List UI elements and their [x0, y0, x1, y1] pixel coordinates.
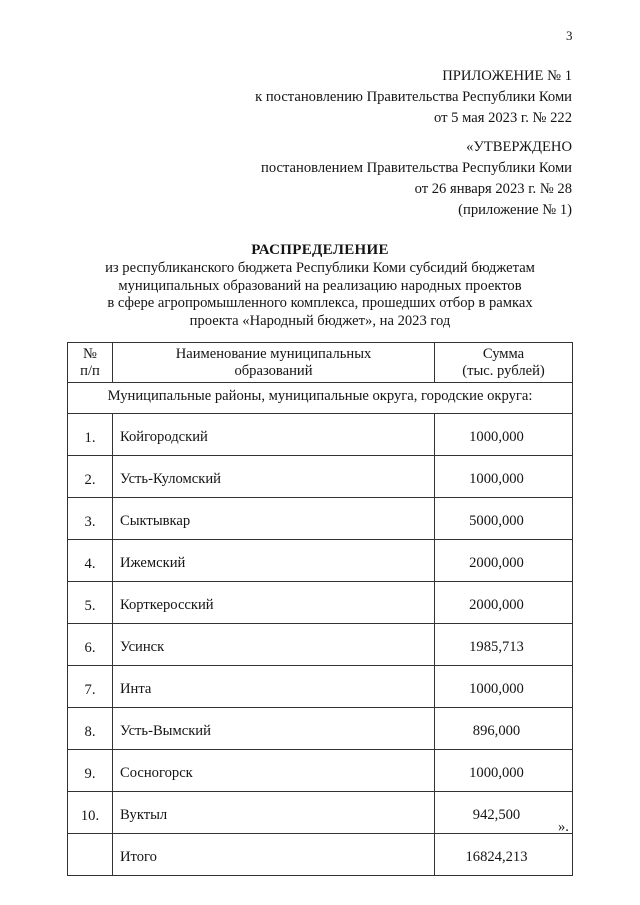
subtitle-line-4: проекта «Народный бюджет», на 2023 год — [189, 312, 451, 329]
table-row — [68, 414, 573, 456]
header-name-cell — [113, 343, 435, 383]
appendix-resolution: к постановлению Правительства Республики Коми — [255, 89, 572, 105]
document-title-block — [60, 240, 580, 330]
subtitle-line-2: муниципальных образований на реализацию народных проектов — [118, 277, 522, 294]
header-sum-cell — [435, 343, 573, 383]
row-municipality: Корткеросский — [113, 582, 435, 624]
table-row — [68, 624, 573, 666]
appendix-date: от 5 мая 2023 г. № 222 — [434, 110, 572, 126]
page-number: 3 — [566, 28, 573, 43]
header-num-cell — [68, 343, 113, 383]
table-header-row — [68, 343, 573, 383]
table-row — [68, 750, 573, 792]
table-row — [68, 456, 573, 498]
table-row — [68, 792, 573, 834]
approved-appendix-ref: (приложение № 1) — [458, 202, 572, 218]
header-num-line1: № — [83, 345, 97, 362]
row-num: 7. — [68, 666, 113, 708]
total-row — [68, 834, 573, 876]
row-num: 5. — [68, 582, 113, 624]
row-sum: 896,000 — [435, 708, 573, 750]
total-label: Итого — [113, 834, 435, 876]
row-municipality: Койгородский — [113, 414, 435, 456]
row-sum: 942,500 — [435, 792, 573, 834]
row-num: 2. — [68, 456, 113, 498]
row-num: 4. — [68, 540, 113, 582]
subtitle-line-3: в сфере агропромышленного комплекса, прошедших отбор в рамках — [107, 295, 533, 311]
header-num-line2: п/п — [80, 362, 100, 379]
total-sum: 16824,213 — [435, 834, 573, 876]
section-row — [68, 383, 573, 414]
row-sum: 1000,000 — [435, 666, 573, 708]
row-municipality: Сыктывкар — [113, 498, 435, 540]
row-sum: 5000,000 — [435, 498, 573, 540]
row-sum: 1000,000 — [435, 456, 573, 498]
distribution-table — [67, 342, 573, 876]
table-row — [68, 582, 573, 624]
document-title: РАСПРЕДЕЛЕНИЕ — [251, 242, 389, 258]
table-row — [68, 540, 573, 582]
row-municipality: Ижемский — [113, 540, 435, 582]
row-sum: 1000,000 — [435, 750, 573, 792]
row-municipality: Сосногорск — [113, 750, 435, 792]
closing-quote-mark: ». — [558, 819, 569, 835]
row-num: 8. — [68, 708, 113, 750]
header-name-line2: образований — [234, 362, 313, 379]
row-municipality: Усть-Вымский — [113, 708, 435, 750]
appendix-block — [152, 66, 572, 129]
appendix-title: ПРИЛОЖЕНИЕ № 1 — [442, 68, 572, 84]
row-municipality: Усинск — [113, 624, 435, 666]
header-sum-line2: (тыс. рублей) — [462, 362, 545, 379]
row-municipality: Инта — [113, 666, 435, 708]
header-sum-line1: Сумма — [482, 345, 525, 362]
row-num: 6. — [68, 624, 113, 666]
row-sum: 1000,000 — [435, 414, 573, 456]
row-sum: 2000,000 — [435, 582, 573, 624]
row-num: 9. — [68, 750, 113, 792]
row-num: 3. — [68, 498, 113, 540]
approved-block — [152, 137, 572, 221]
total-num-cell — [68, 834, 113, 876]
table-row — [68, 708, 573, 750]
approved-resolution: постановлением Правительства Республики Коми — [261, 160, 572, 176]
row-num: 10. — [68, 792, 113, 834]
subtitle-line-1: из республиканского бюджета Республики Коми субсидий бюджетам — [105, 260, 535, 276]
header-name-line1: Наименование муниципальных — [175, 345, 372, 362]
approved-date: от 26 января 2023 г. № 28 — [414, 181, 572, 197]
table-row — [68, 666, 573, 708]
section-title: Муниципальные районы, муниципальные округа, городские округа: — [68, 383, 573, 414]
approved-title: «УТВЕРЖДЕНО — [466, 139, 572, 155]
row-sum: 2000,000 — [435, 540, 573, 582]
row-sum: 1985,713 — [435, 624, 573, 666]
row-num: 1. — [68, 414, 113, 456]
table-row — [68, 498, 573, 540]
row-municipality: Вуктыл — [113, 792, 435, 834]
row-municipality: Усть-Куломский — [113, 456, 435, 498]
